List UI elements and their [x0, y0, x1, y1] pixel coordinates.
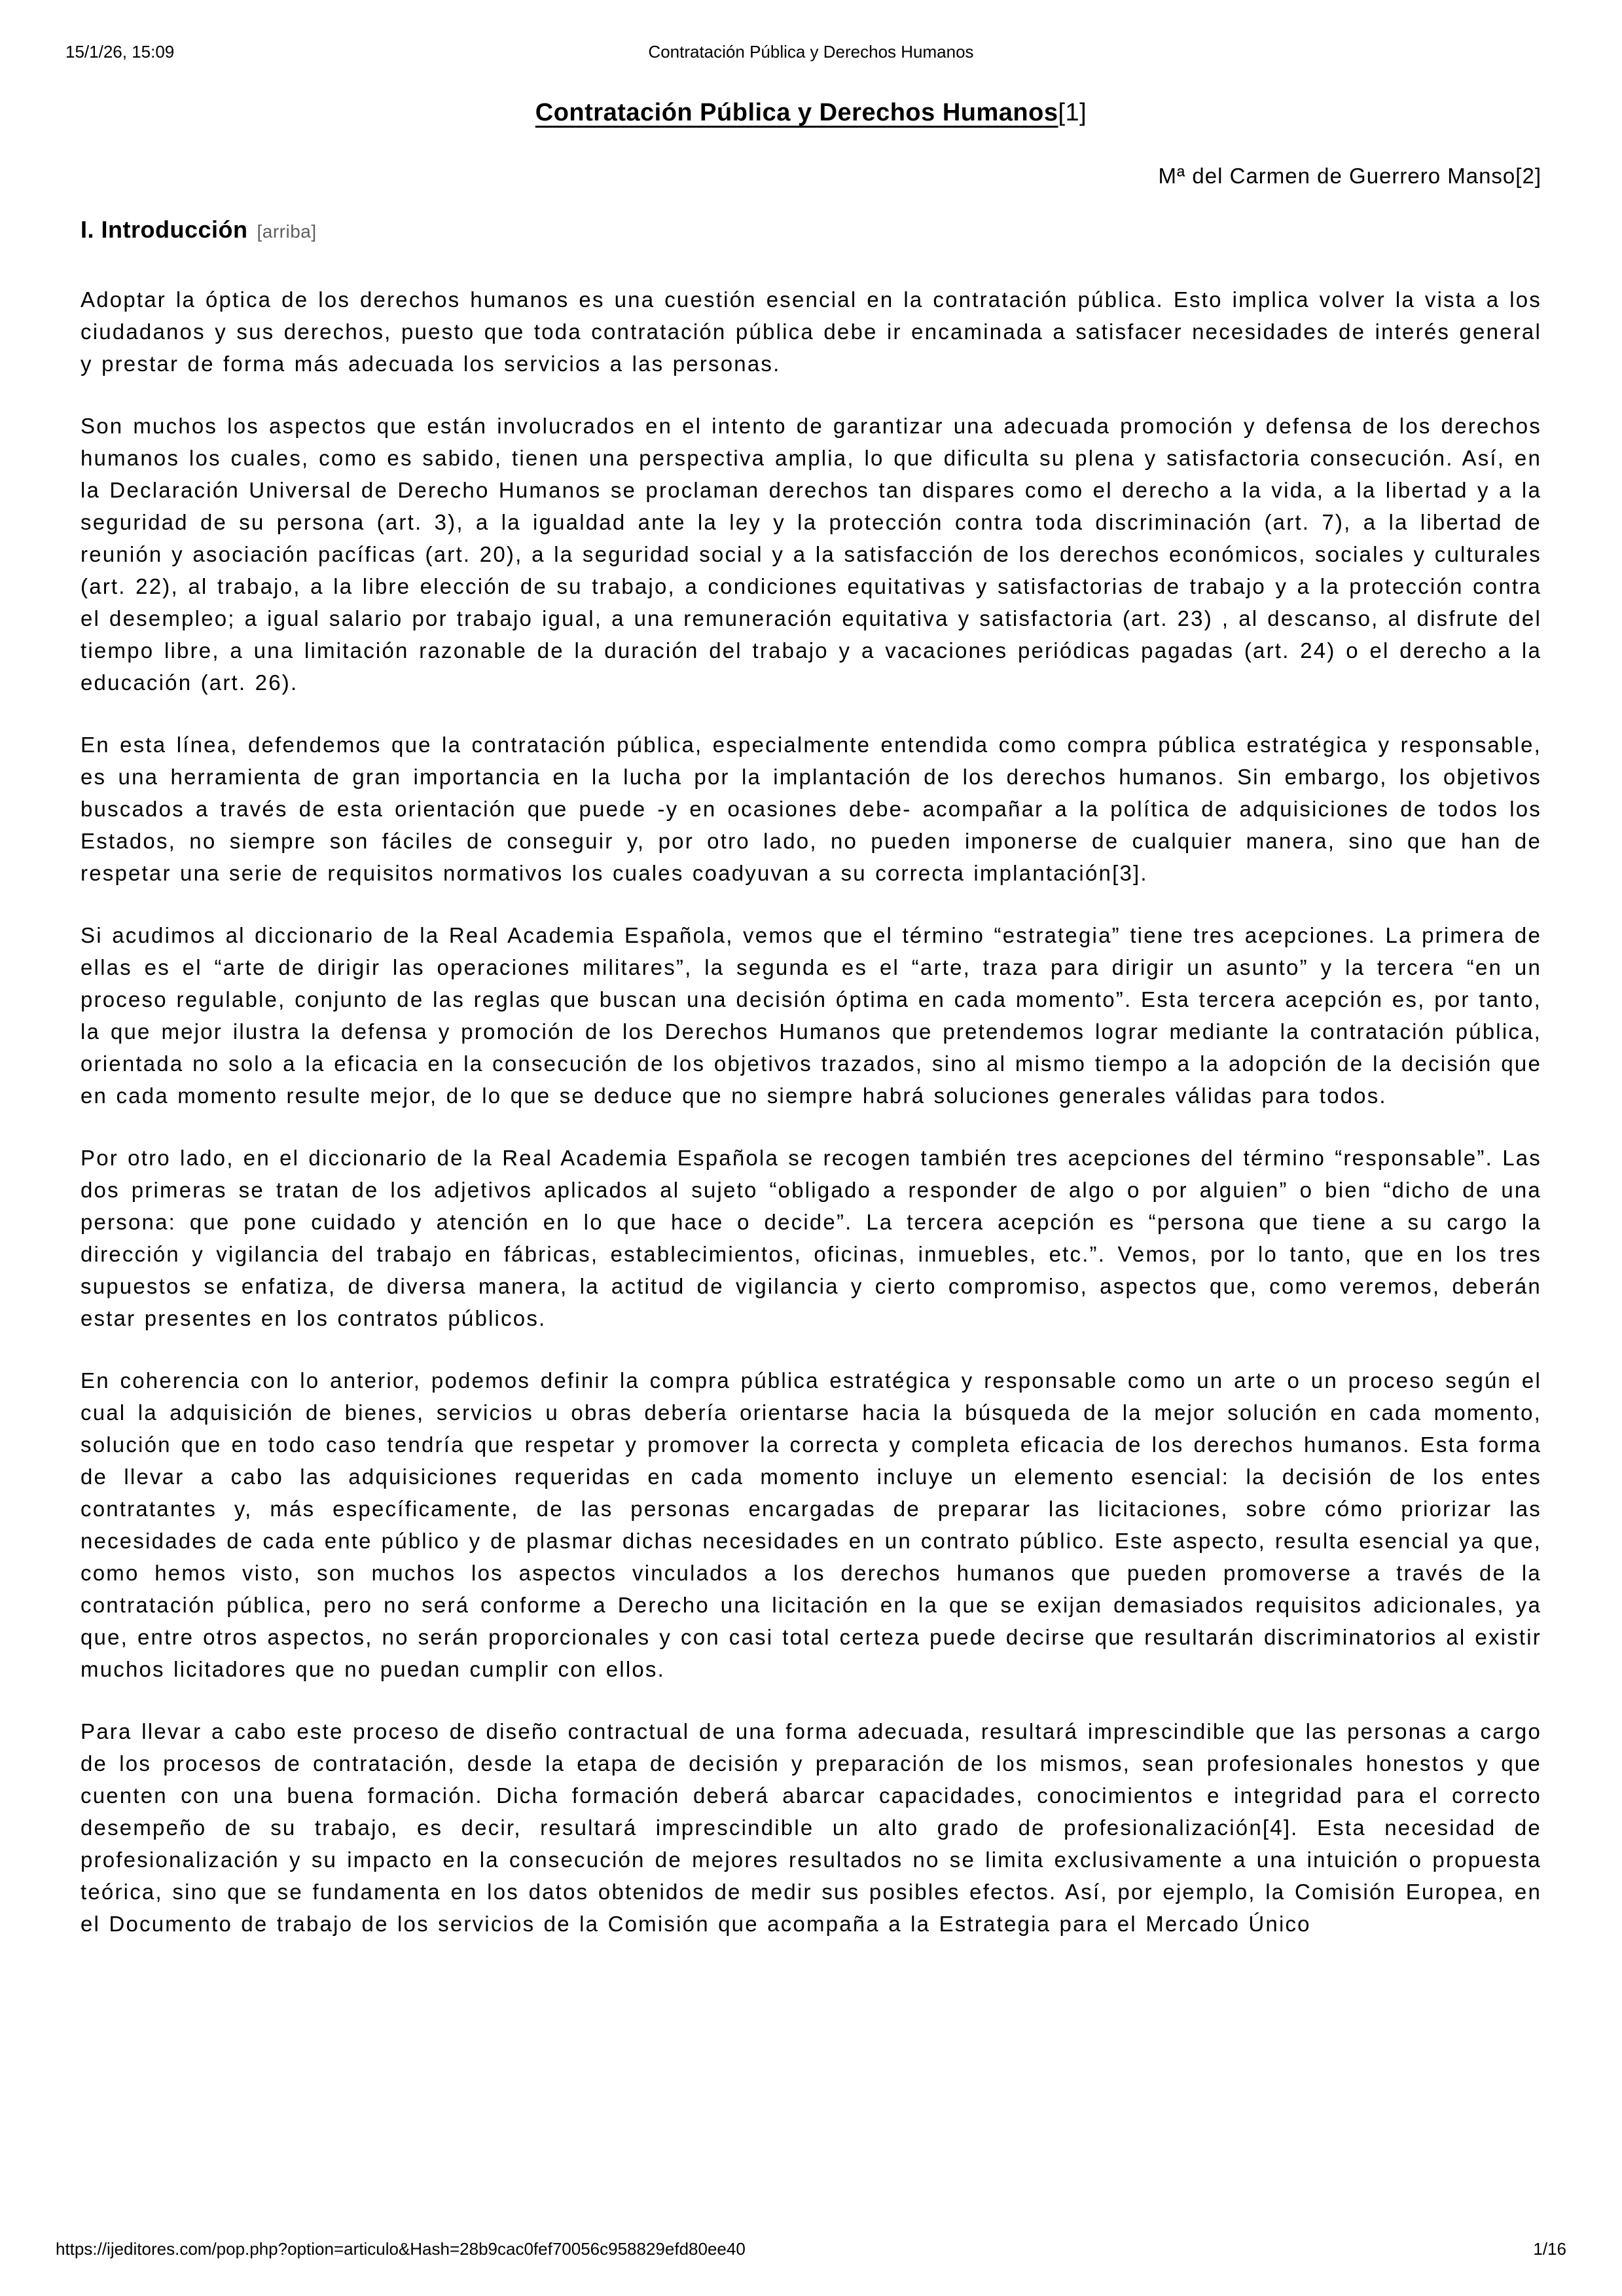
author-footnote-ref: [2]: [1515, 164, 1541, 188]
article-paragraph: En esta línea, defendemos que la contratación pública, especialmente entendida como compra pública estratégica y responsable, es una herramienta de gran importancia en la lucha por la implantación de los derechos humanos. Sin embargo, los objetivos buscados a través de esta orientación que puede -y en ocasiones debe- acompañar a la política de adquisiciones de todos los Estados, no siempre son fáciles de conseguir y, por otro lado, no pueden imponerse de cualquier manera, sino que han de respetar una serie de requisitos normativos los cuales coadyuvan a su correcta implantación[3].: [81, 733, 1541, 885]
header-datetime: 15/1/26, 15:09: [65, 42, 175, 62]
article-content: [81, 97, 1541, 1940]
author-line: [81, 162, 1541, 190]
footer-url: https://ijeditores.com/pop.php?option=articulo&Hash=28b9cac0fef70056c958829efd80ee40: [56, 2239, 746, 2259]
running-footer: [56, 2238, 1566, 2260]
header-doc-title: Contratación Pública y Derechos Humanos: [648, 42, 974, 62]
article-body: [81, 283, 1541, 1940]
running-header: [65, 41, 1557, 63]
article-paragraph: Adoptar la óptica de los derechos humanos es una cuestión esencial en la contratación pública. Esto implica volver la vista a los ciudadanos y sus derechos, puesto que toda contratación pública debe ir encaminada a satisfacer necesidades de interés general y prestar de forma más adecuada los servicios a las personas.: [81, 287, 1541, 376]
arriba-anchor-link[interactable]: [arriba]: [257, 221, 317, 242]
article-paragraph: Para llevar a cabo este proceso de diseño contractual de una forma adecuada, resultará imprescindible que las personas a cargo de los procesos de contratación, desde la etapa de decisión y preparación de los mismos, sean profesionales honestos y que cuenten con una buena formación. Dicha formación deberá abarcar capacidades, conocimientos e integridad para el correcto desempeño de su trabajo, es decir, resultará imprescindible un alto grado de profesionalización[4]. Esta necesidad de profesionalización y su impacto en la consecución de mejores resultados no se limita exclusivamente a una intuición o propuesta teórica, sino que se fundamenta en los datos obtenidos de medir sus posibles efectos. Así, por ejemplo, la Comisión Europea, en el Documento de trabajo de los servicios de la Comisión que acompaña a la Estrategia para el Mercado Único: [81, 1719, 1541, 1936]
article-title-text: Contratación Pública y Derechos Humanos: [535, 99, 1058, 126]
title-footnote-ref: [1]: [1058, 99, 1087, 126]
author-name: Mª del Carmen de Guerrero Manso: [1158, 164, 1516, 188]
article-paragraph: Por otro lado, en el diccionario de la Real Academia Española se recogen también tres acepciones del término “responsable”. Las dos primeras se tratan de los adjetivos aplicados al sujeto “obligado a responder de algo o por alguien” o bien “dicho de una persona: que pone cuidado y atención en lo que hace o decide”. La tercera acepción es “persona que tiene a su cargo la dirección y vigilancia del trabajo en fábricas, establecimientos, oficinas, inmuebles, etc.”. Vemos, por lo tanto, que en los tres supuestos se enfatiza, de diversa manera, la actitud de vigilancia y cierto compromiso, aspectos que, como veremos, deberán estar presentes en los contratos públicos.: [81, 1146, 1541, 1330]
section-heading-text: I. Introducción: [81, 216, 248, 243]
article-paragraph: Son muchos los aspectos que están involucrados en el intento de garantizar una adecuada promoción y defensa de los derechos humanos los cuales, como es sabido, tienen una perspectiva amplia, lo que dificulta su plena y satisfactoria consecución. Así, en la Declaración Universal de Derecho Humanos se proclaman derechos tan dispares como el derecho a la vida, a la libertad y a la seguridad de su persona (art. 3), a la igualdad ante la ley y la protección contra toda discriminación (art. 7), a la libertad de reunión y asociación pacíficas (art. 20), a la seguridad social y a la satisfacción de los derechos económicos, sociales y culturales (art. 22), al trabajo, a la libre elección de su trabajo, a condiciones equitativas y satisfactorias de trabajo y a la protección contra el desempleo; a igual salario por trabajo igual, a una remuneración equitativa y satisfactoria (art. 23) , al descanso, al disfrute del tiempo libre, a una limitación razonable de la duración del trabajo y a vacaciones periódicas pagadas (art. 24) o el derecho a la educación (art. 26).: [81, 414, 1541, 695]
article-title: [81, 97, 1541, 128]
article-paragraph: En coherencia con lo anterior, podemos definir la compra pública estratégica y responsable como un arte o un proceso según el cual la adquisición de bienes, servicios u obras debería orientarse hacia la búsqueda de la mejor solución en cada momento, solución que en todo caso tendría que respetar y promover la correcta y completa eficacia de los derechos humanos. Esta forma de llevar a cabo las adquisiciones requeridas en cada momento incluye un elemento esencial: la decisión de los entes contratantes y, más específicamente, de las personas encargadas de preparar las licitaciones, sobre cómo priorizar las necesidades de cada ente público y de plasmar dichas necesidades en un contrato público. Este aspecto, resulta esencial ya que, como hemos visto, son muchos los aspectos vinculados a los derechos humanos que pueden promoverse a través de la contratación pública, pero no será conforme a Derecho una licitación en la que se exijan demasiados requisitos adicionales, ya que, entre otros aspectos, no serán proporcionales y con casi total certeza puede decirse que resultarán discriminatorios al existir muchos licitadores que no puedan cumplir con ellos.: [81, 1368, 1541, 1681]
section-heading-introduccion: [81, 215, 1541, 247]
article-paragraph: Si acudimos al diccionario de la Real Academia Española, vemos que el término “estrategia” tiene tres acepciones. La primera de ellas es el “arte de dirigir las operaciones militares”, la segunda es el “arte, traza para dirigir un asunto” y la tercera “en un proceso regulable, conjunto de las reglas que buscan una decisión óptima en cada momento”. Esta tercera acepción es, por tanto, la que mejor ilustra la defensa y promoción de los Derechos Humanos que pretendemos lograr mediante la contratación pública, orientada no solo a la eficacia en la consecución de los objetivos trazados, sino al mismo tiempo a la adopción de la decisión que en cada momento resulte mejor, de lo que se deduce que no siempre habrá soluciones generales válidas para todos.: [81, 923, 1541, 1108]
page-number: 1/16: [1533, 2239, 1566, 2259]
